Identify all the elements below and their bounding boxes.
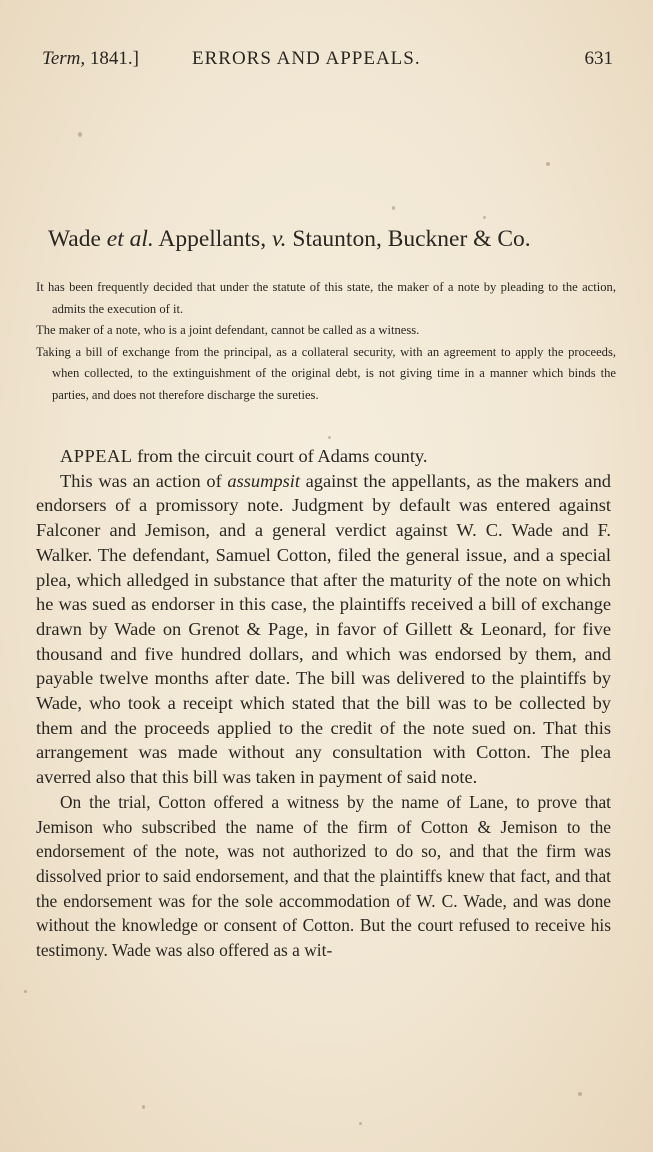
term-word: Term, [42,48,86,69]
appeal-rest: from the circuit court of Adams county. [132,446,428,466]
body-paragraph [36,444,611,469]
headnote: It has been frequently decided that under the statute of this state, the maker of a note by pleading to the action, admits the execution of it. [36,280,616,316]
body-paragraph [36,469,611,790]
body-paragraph: On the trial, Cotton offered a witness by the name of Lane, to prove that Jemison who subscribed the name of the firm of Cotton & Jemison to the endorsement of the note, was not authorized to do so, and that the firm was dissolved prior to said endorsement, and that the plaintiffs knew that fact, and that the endorsement was for the sole accommodation of W. C. Wade, and was done without the knowledge or consent of Cotton. But the court refused to receive his testimony. Wade was also offered as a wit- [36,791,611,961]
foxing-spot [578,1092,582,1096]
appeal-word: APPEAL [60,446,133,466]
page-number: 631 [584,48,613,69]
term-label [42,48,139,70]
case-title-pre: Wade [48,226,107,252]
foxing-spot [546,162,550,166]
foxing-spot [24,990,27,993]
body-text-run: This was an action of [60,470,228,491]
headnotes [36,277,616,406]
running-title: ERRORS AND APPEALS. [192,48,421,69]
foxing-spot [392,206,395,210]
running-header [42,48,613,74]
headnote: Taking a bill of exchange from the principal, as a collateral security, with an agreement to apply the proceeds, when collected, to the extinguishment of the original debt, is not giving time in a manner which binds the parties, and does not therefore discharge the sureties. [36,344,616,402]
body-text-run: against the appellants, as the makers and endorsers of a promissory note. Judgment by default was entered against Falconer and Jemison, and a general verdict against W. C. Wade and F. Walker. The defendant, Samuel Cotton, filed the general issue, and a special plea, which alledged in substance that after the maturity of the note on which he was sued as endorser in this case, the plaintiffs received a bill of exchange drawn by Wade on Grenot & Page, in favor of Gillett & Leonard, for five thousand and five hundred dollars, and which was endorsed by them, and payable twelve months after date. The bill was delivered to the plaintiffs by Wade, who took a receipt which stated that the bill was to be collected by them and the proceeds applied to the credit of the note sued on. That this arrangement was made without any consultation with Cotton. The plea averred also that this bill was taken in payment of said note. [36,470,611,788]
foxing-spot [142,1105,145,1109]
case-title-versus: v. [271,226,287,252]
opinion-body [36,444,611,963]
term-year: 1841.] [85,48,139,69]
case-title-et-al: et al. [106,226,154,252]
foxing-spot [328,436,331,439]
assumpsit-term: assumpsit [227,470,300,491]
foxing-spot [78,132,82,137]
foxing-spot [483,216,486,219]
case-title-appellants: Appellants, [153,226,272,252]
foxing-spot [359,1122,362,1125]
headnote: The maker of a note, who is a joint defendant, cannot be called as a witness. [36,323,420,337]
case-title-respondents: Staunton, Buckner & Co. [286,226,531,252]
case-title [48,226,623,253]
